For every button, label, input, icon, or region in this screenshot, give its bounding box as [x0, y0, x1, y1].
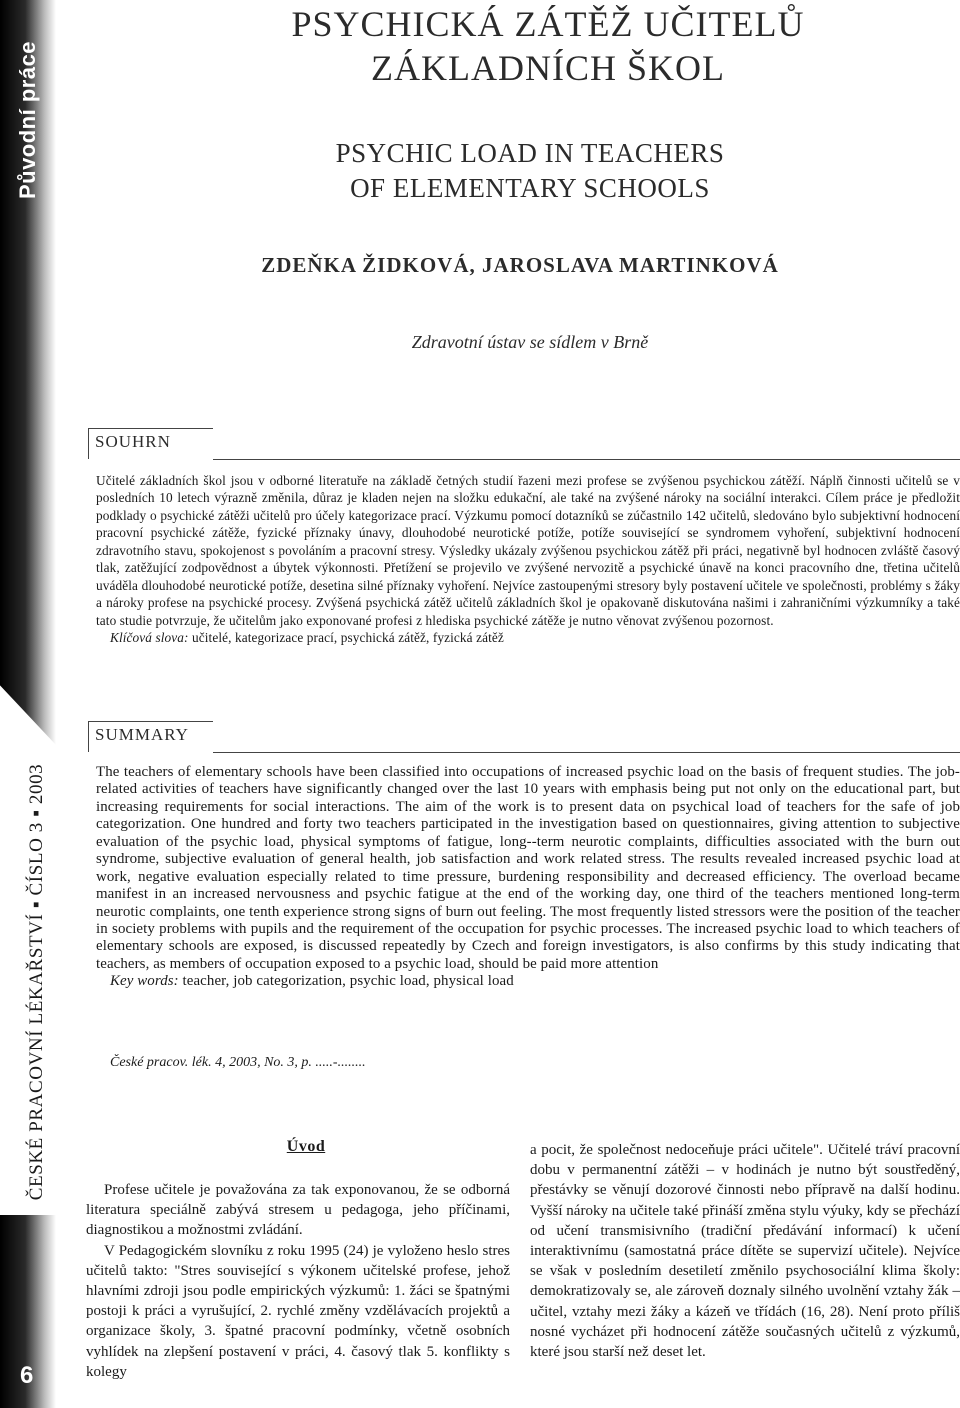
- keywords-english-label: Key words:: [110, 973, 179, 990]
- abstract-czech-text: Učitelé základních škol jsou v odborné literatuře na základě četných studií řazeni mezi profese se zvýšenou psychickou zátěží. Náplň činnosti učitelů se v posledních 10 letech výrazně změnila, důraz je kladen nejen na složku edukační, ale také na zvýšené nároky na sociální interakci. Cílem práce je předložit podklady o psychické zátěži učitelů pro účely kategorizace prací. Výzkumu pomocí dotazníků se zúčastnilo 142 učitelů, sledováno bylo subjektivní hodnocení pracovní psychické zátěže, fyzické příznaky únavy, dlouhodobé neurotické potíže, potíže související se syndromem vyhoření, subjektivní hodnocení zdravotního stavu, spokojenost s povoláním a pracovní stresy. Výsledky ukázaly zvýšenou psychickou zátěž při práci, negativně byl hodnocen zvláště časový tlak, zatěžující zodpovědnost a úbytek výkonnosti. Přetížení se projevilo ve zvýšené nervozitě a psychické únavě na konci pracovního dne, třetina učitelů uváděla dlouhodobé neurotické potíže, desetina silné příznaky vyhoření. Nejvíce zastoupenými stresory byly postavení učitele ve společnosti, problémy s žáky a nároky profese na psychické procesy. Zvýšená psychická zátěž učitelů základních škol je opakovaně diskutována našimi i zahraničními výzkumníky a také tato studie potvrzuje, že učitelům jako exponované profesi z hlediska psychické zátěže je nutno věnovat zvýšenou pozornost.: [96, 473, 960, 628]
- souhrn-heading-box: [88, 428, 213, 459]
- title-english: [300, 136, 760, 206]
- page-number: 6: [20, 1362, 34, 1389]
- intro-paragraph-2: V Pedagogickém slovníku z roku 1995 (24) je vyloženo heslo stres učitelů takto: "Stres související s výkonem učitelské profese, jehož hlavními zdroji jsou podle empirických výzkumů: 1. žáci se špatnými postoji k práci a vyrušující, 2. rychlé změny vzdělávacích projektů a organizace školy, 3. špatné pracovní podmínky, včetně osobních vyhlídek na zlepšení postavení v práci, 4. časový tlak 5. konflikty s kolegy: [86, 1242, 510, 1380]
- title-czech-line2: ZÁKLADNÍCH ŠKOL: [371, 48, 725, 88]
- keywords-czech-values: učitelé, kategorizace prací, psychická zátěž, fyzická zátěž: [192, 630, 504, 646]
- intro-paragraph-3: a pocit, že společnost nedoceňuje práci učitele". Učitelé tráví pracovní dobu v permanentní zátěži – v hodinách je nutno být soustředěný, přestávky se věnují dozorové činnosti nebo přípravě na další hodinu. Vyšší nároky na učitele také přináší změna stylu výuky, kdy se přechází od učení transmisivního (tradiční předávání informací) k učení interaktivnímu (samostatná práce dítěte se supervizí učitele). Nejvíce se však v posledním desetiletí změnilo psychosociální klima školy: demokratizovaly se, ale zároveň doznaly silného uvolnění vztahy žák – učitel, vztahy mezi žáky a kázeň ve třídách (16, 28). Není proto příliš nosné vycházet při hodnocení zátěže současných učitelů z výzkumů, které jsou starší než deset let.: [530, 1142, 960, 1361]
- intro-paragraph-1: Profese učitele je považována za tak exponovanou, že se odborná literatura speciálně zabývá stresem u pedagoga, jeho příčinami, diagnostikou a možnostmi zvládání.: [86, 1182, 510, 1239]
- affiliation: Zdravotní ústav se sídlem v Brně: [411, 332, 649, 352]
- summary-heading-box: [88, 721, 213, 752]
- citation: České pracov. lék. 4, 2003, No. 3, p. .....-........: [110, 1055, 366, 1070]
- summary-heading: SUMMARY: [95, 725, 189, 744]
- title-czech: [248, 2, 848, 90]
- title-english-line1: PSYCHIC LOAD IN TEACHERS: [335, 138, 725, 168]
- abstract-english: [96, 764, 960, 991]
- intro-column-left: [86, 1180, 510, 1382]
- keywords-czech: [96, 629, 960, 646]
- keywords-czech-label: Klíčová slova:: [110, 630, 189, 646]
- souhrn-heading: SOUHRN: [95, 432, 171, 451]
- abstract-czech: [96, 472, 960, 647]
- abstract-english-text: The teachers of elementary schools have been classified into occupations of increased psychic load on the basis of frequent studies. The job-related activities of teachers have significantly changed over the last 10 years with emphasis being put not only on the educational part, but increasing requirements for social interactions. The aim of the work is to present data on psychical load of teachers for the safe of job categorization. One hundred and forty two teachers participated in the investigation based on questionnaires, giving attention to subjective evaluation of the psychic load, physical symptoms of fatigue, long--term neurotic complaints, difficulties associated with the burn out syndrome, subjective evaluation of general health, job satisfaction and work related stress. The results revealed increased psychic load at work, negative evaluation especially related to time pressure, burdening responsibility and decreased efficiency. The overload became manifest in an increased nervousness and psychic fatigue at the end of the working day, one third of the teachers mentioned long-term neurotic complaints, one tenth experience strong signs of burn out feeling. The most frequently listed stressors were the position of the teacher in society problems with pupils and the requirement of the occupation for psychic processes. The increased psychic load to which teachers of elementary schools are exposed, is discussed repeatedly by Czech and foreign investigators, is also confirms by this study indicating that teachers, as members of occupation exposed to a psychic load, should be paid more attention: [96, 764, 960, 972]
- title-czech-line1: PSYCHICKÁ ZÁTĚŽ UČITELŮ: [291, 4, 805, 44]
- keywords-english: [96, 973, 960, 990]
- title-english-line2: OF ELEMENTARY SCHOOLS: [350, 173, 710, 203]
- journal-issue-vertical: ČESKÉ PRACOVNÍ LÉKAŘSTVÍ ▪ ČÍSLO 3 ▪ 2003: [26, 763, 47, 1201]
- section-label-vertical: Původní práce: [15, 40, 40, 200]
- keywords-english-values: teacher, job categorization, psychic load, physical load: [182, 973, 514, 990]
- intro-column-right: [530, 1140, 960, 1362]
- intro-heading: Úvod: [286, 1138, 326, 1155]
- authors: ZDEŇKA ŽIDKOVÁ, JAROSLAVA MARTINKOVÁ: [261, 253, 779, 277]
